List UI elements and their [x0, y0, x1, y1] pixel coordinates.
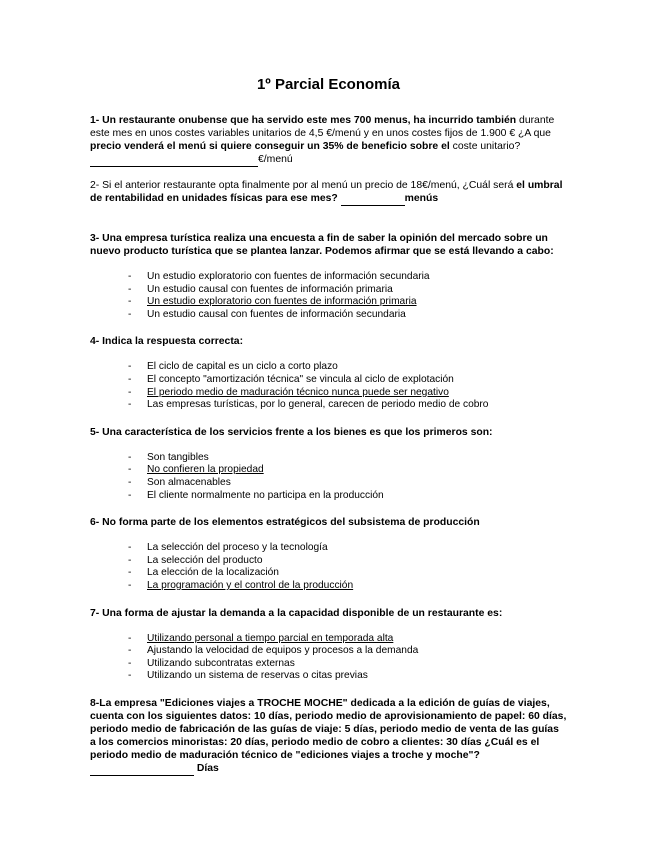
- dash-bullet: -: [128, 296, 132, 308]
- option-label: Un estudio exploratorio con fuentes de información primaria: [147, 296, 417, 308]
- question-1: [90, 114, 567, 167]
- dash-bullet: -: [128, 271, 132, 282]
- option-selected[interactable]: [128, 633, 567, 646]
- dash-bullet: -: [128, 283, 132, 295]
- option[interactable]: [128, 361, 567, 374]
- dash-bullet: -: [128, 657, 132, 669]
- question-2-bold: el umbral de rentabilidad en unidades físicas para ese mes?: [90, 180, 563, 204]
- dash-bullet: -: [128, 308, 132, 320]
- option-label: Un estudio causal con fuentes de información primaria: [147, 283, 393, 295]
- dash-bullet: -: [128, 464, 132, 476]
- option[interactable]: [128, 542, 567, 555]
- dash-bullet: -: [128, 632, 132, 644]
- option-selected[interactable]: [128, 296, 567, 309]
- dash-bullet: -: [128, 386, 132, 398]
- question-7-options: [90, 633, 567, 683]
- answer-blank-1[interactable]: [90, 153, 258, 167]
- option-label: La selección del proceso y la tecnología: [147, 542, 328, 554]
- dash-bullet: -: [128, 476, 132, 488]
- option[interactable]: [128, 374, 567, 387]
- dash-bullet: -: [128, 670, 132, 682]
- option-label: El ciclo de capital es un ciclo a corto plazo: [147, 361, 338, 373]
- option[interactable]: [128, 477, 567, 490]
- option-label: La programación y el control de la producción: [147, 579, 354, 591]
- option[interactable]: [128, 399, 567, 412]
- option-label: La elección de la localización: [147, 567, 279, 579]
- question-5-options: [90, 452, 567, 502]
- question-1-body: durante este mes en unos costes variables unitarios de 4,5 €/menú y en unos costes fijos de 1.900 € ¿A que: [90, 115, 555, 139]
- option-label: Un estudio causal con fuentes de información secundaria: [147, 308, 406, 320]
- question-1-lead: 1- Un restaurante onubense que ha servido este mes 700 menus, ha incurrido también: [90, 115, 517, 126]
- question-8: [90, 697, 567, 776]
- dash-bullet: -: [128, 489, 132, 501]
- option[interactable]: [128, 670, 567, 683]
- option-label: La selección del producto: [147, 554, 263, 566]
- answer-blank-8[interactable]: [90, 762, 194, 776]
- option[interactable]: [128, 309, 567, 322]
- question-8-unit: Días: [196, 762, 219, 774]
- option-label: Ajustando la velocidad de equipos y procesos a la demanda: [147, 645, 419, 657]
- question-1-unit: €/menú: [258, 154, 293, 165]
- question-2-lead: 2- Si el anterior restaurante opta finalmente por al menú un precio de 18€/menú, ¿Cuál será: [90, 180, 514, 191]
- option[interactable]: [128, 452, 567, 465]
- option[interactable]: [128, 658, 567, 671]
- option-label: El periodo medio de maduración técnico nunca puede ser negativo: [147, 386, 449, 398]
- page-title: 1º Parcial Economía: [256, 76, 401, 93]
- option-label: Un estudio exploratorio con fuentes de información secundaria: [147, 271, 430, 282]
- option-selected[interactable]: [128, 387, 567, 400]
- option-label: El concepto "amortización técnica" se vincula al ciclo de explotación: [147, 373, 454, 385]
- option[interactable]: [128, 567, 567, 580]
- dash-bullet: -: [128, 399, 132, 411]
- option[interactable]: [128, 555, 567, 568]
- option-label: Son almacenables: [147, 476, 231, 488]
- option-label: Son tangibles: [147, 451, 209, 463]
- option[interactable]: [128, 284, 567, 297]
- question-6: 6- No forma parte de los elementos estratégicos del subsistema de producción: [90, 517, 480, 529]
- question-4-options: [90, 361, 567, 411]
- answer-blank-2[interactable]: [341, 192, 405, 206]
- dash-bullet: -: [128, 451, 132, 463]
- option-label: El cliente normalmente no participa en la producción: [147, 489, 384, 501]
- dash-bullet: -: [128, 567, 132, 579]
- question-7: 7- Una forma de ajustar la demanda a la capacidad disponible de un restaurante es:: [90, 607, 503, 619]
- question-8-text: 8-La empresa "Ediciones viajes a TROCHE MOCHE" dedicada a la edición de guías de viajes, cuenta con los siguientes datos: 10 días, periodo medio de aprovisionamiento de papel: 60 días, periodo medio de fabricación de las guías de viaje: 5 días, periodo medio de venta de las guías a los comercios minoristas: 20 días, periodo medio de cobro a clientes: 30 días ¿Cuál es el periodo medio de maduración técnico de "ediciones viajes a troche y moche"?: [90, 697, 567, 761]
- question-6-options: [90, 542, 567, 592]
- question-2-unit: menús: [404, 193, 439, 204]
- question-3-options: [90, 271, 567, 321]
- option[interactable]: [128, 490, 567, 503]
- question-1-bold-tail: precio venderá el menú si quiere conseguir un 35% de beneficio sobre el: [90, 141, 450, 152]
- question-4: 4- Indica la respuesta correcta:: [90, 336, 244, 348]
- option-label: Utilizando subcontratas externas: [147, 657, 295, 669]
- question-5: 5- Una característica de los servicios frente a los bienes es que los primeros son:: [90, 426, 493, 438]
- option-label: Utilizando personal a tiempo parcial en temporada alta: [147, 632, 394, 644]
- dash-bullet: -: [128, 361, 132, 373]
- option-selected[interactable]: [128, 464, 567, 477]
- option-label: Las empresas turísticas, por lo general, carecen de periodo medio de cobro: [147, 399, 489, 411]
- question-1-end: coste unitario?: [449, 141, 521, 152]
- option[interactable]: [128, 645, 567, 658]
- dash-bullet: -: [128, 579, 132, 591]
- question-3: 3- Una empresa turística realiza una encuesta a fin de saber la opinión del mercado sobre un nuevo producto turística que se plantea lanzar. Podemos afirmar que se está llevando a cabo:: [90, 233, 554, 257]
- dash-bullet: -: [128, 645, 132, 657]
- option[interactable]: [128, 271, 567, 284]
- option-label: Utilizando un sistema de reservas o citas previas: [147, 670, 368, 682]
- question-2: [90, 179, 567, 206]
- dash-bullet: -: [128, 373, 132, 385]
- dash-bullet: -: [128, 554, 132, 566]
- option-selected[interactable]: [128, 580, 567, 593]
- option-label: No confieren la propiedad: [147, 464, 264, 476]
- dash-bullet: -: [128, 542, 132, 554]
